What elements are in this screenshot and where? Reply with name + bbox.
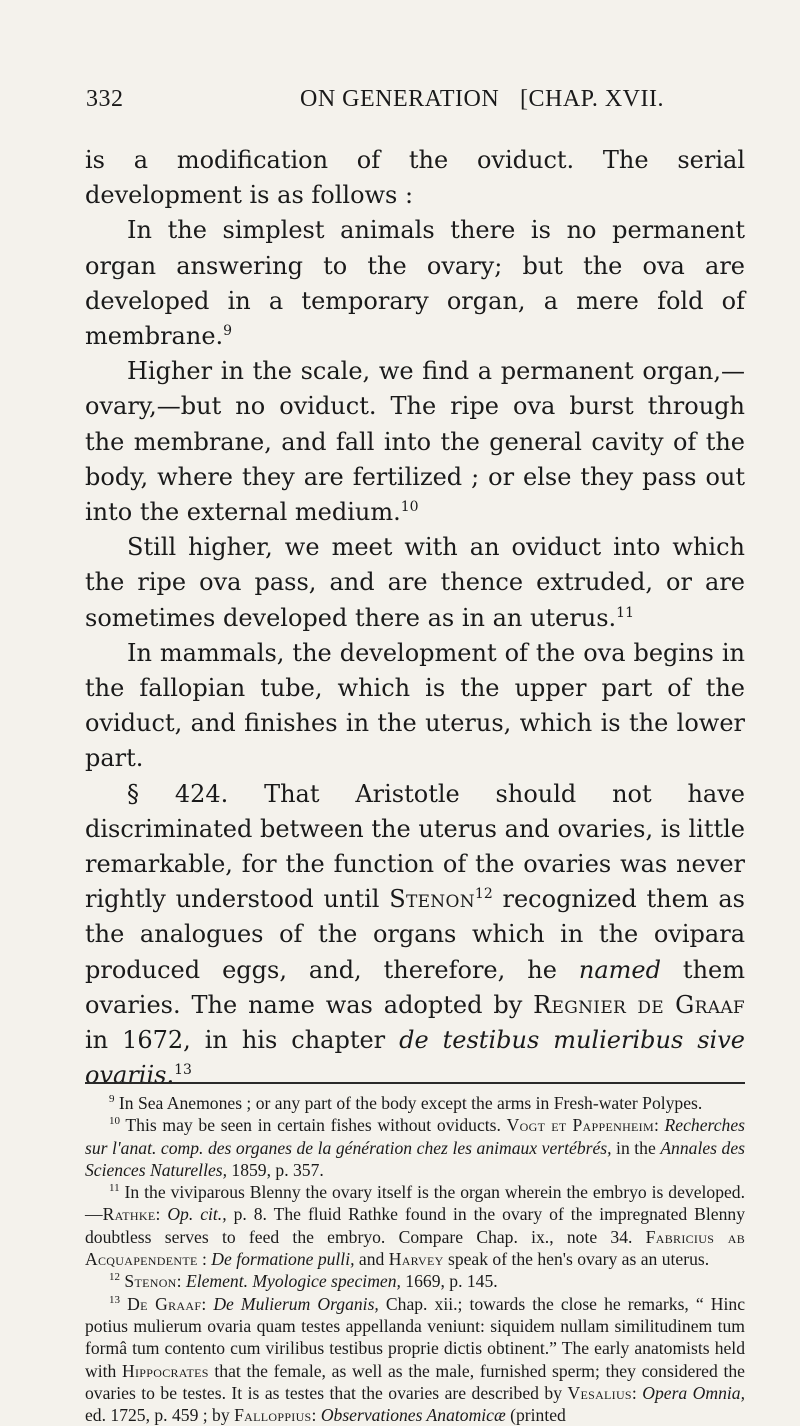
paragraph — [85, 354, 745, 530]
footnote-number: 13 — [109, 1293, 120, 1306]
footnote-text: Chap. xii.; towards the close he remarks, “ Hinc potius mulierum ovaria quam testes appellanda veniunt: siquidem nullam similitudinem tum formâ tum contento cum virilibus testibus proprie dictis obtinent.” The early anatomists held with — [85, 1293, 745, 1381]
paragraph-text: In the simplest animals there is no permanent organ answering to the ovary; but the ova are developed in a temporary organ, a mere fold of membrane. — [85, 216, 745, 351]
chapter-label: [CHAP. XVII. — [520, 86, 664, 112]
work-title: De formatione pulli, — [211, 1249, 355, 1270]
footnote-text: In the viviparous Blenny the ovary itself is the organ wherein the embryo is developed.— — [85, 1182, 745, 1225]
author-name: Fabricius ab Acquapendente — [85, 1226, 745, 1270]
main-text — [85, 143, 745, 1093]
paragraph — [85, 530, 745, 636]
author-name: Harvey — [388, 1249, 444, 1270]
author-name: Stenon — [124, 1271, 177, 1292]
footnote-text: and — [354, 1249, 389, 1270]
author-name: Stenon — [389, 885, 475, 914]
author-name: Rathke — [102, 1204, 156, 1225]
footnote-text: : — [155, 1204, 168, 1225]
paragraph — [85, 636, 745, 777]
work-title: Observationes Anatomicæ — [320, 1405, 506, 1426]
footnote-text: : — [653, 1115, 665, 1136]
work-title: Opera Omnia, — [642, 1382, 745, 1403]
footnote-text: in the — [611, 1137, 661, 1158]
paragraph-text: Higher in the scale, we find a permanent organ,—ovary,—but no oviduct. The ripe ova burst through the membrane, and fall into the general cavity of the body, where they are fertilized ; or else they pass out into the external medium. — [85, 357, 745, 527]
footnote-ref[interactable]: 10 — [400, 499, 419, 516]
footnote-text: : — [197, 1249, 212, 1270]
footnote-text: : — [176, 1271, 186, 1292]
footnote — [85, 1114, 745, 1181]
running-header — [86, 86, 740, 126]
footnotes — [85, 1092, 745, 1426]
page-number: 332 — [86, 86, 124, 112]
footnote-number: 9 — [109, 1093, 115, 1106]
author-name: Hippocrates — [121, 1360, 209, 1381]
footnote — [85, 1181, 745, 1270]
work-title: De Mulierum Organis, — [213, 1293, 379, 1314]
footnote — [85, 1092, 745, 1114]
work-title: Annales des Sciences Naturelles, — [85, 1137, 745, 1180]
footnote-text: that the female, as well as the male, furnished sperm; they considered the ovaries to be testes. It is as testes that the ovaries are described by — [85, 1360, 745, 1403]
footnote-text: 1859, p. 357. — [227, 1159, 324, 1180]
emphasis: named — [578, 955, 661, 984]
work-title: de testibus mulieribus sive ovariis. — [85, 1026, 745, 1090]
running-title: ON GENERATION — [300, 86, 500, 112]
paragraph-text: In mammals, the development of the ova begins in the fallopian tube, which is the upper part of the oviduct, and finishes in the uterus, which is the lower part. — [85, 638, 745, 773]
footnote-text: In Sea Anemones ; or any part of the body except the arms in Fresh-water Polypes. — [118, 1093, 703, 1113]
footnote-number: 10 — [109, 1115, 120, 1128]
footnote — [85, 1293, 745, 1426]
author-name: De Graaf — [127, 1293, 202, 1314]
author-name: Vesalius — [567, 1382, 632, 1403]
footnote — [85, 1270, 745, 1292]
footnote-text: : — [631, 1382, 643, 1403]
footnote-text: speak of the hen's ovary as an uterus. — [443, 1249, 710, 1270]
footnote-number: 11 — [109, 1182, 120, 1195]
paragraph-text: recognized them as the analogues of the organs which in the ovipara produced eggs, and, therefore, he — [85, 885, 745, 984]
footnote-ref[interactable]: 11 — [616, 604, 634, 621]
footnote-text: This may be seen in certain fishes without oviducts. — [125, 1115, 507, 1136]
work-title: Recherches sur l'anat. comp. des organes de la génération chez les animaux vertébrés, — [85, 1115, 745, 1158]
work-title: Op. cit., — [167, 1204, 227, 1225]
paragraph — [85, 213, 745, 354]
footnote-text: p. 8. The fluid Rathke found in the ovary of the impregnated Blenny doubtless serves to feed the embryo. Compare Chap. ix., note 34. — [85, 1204, 745, 1247]
author-name: Regnier de Graaf — [533, 990, 745, 1019]
footnote-text: : — [201, 1293, 214, 1314]
paragraph-text: them ovaries. The name was adopted by — [85, 955, 745, 1019]
paragraph-text: in 1672, in his chapter — [85, 1026, 400, 1055]
footnote-text: (printed — [505, 1405, 566, 1426]
footnote-number: 12 — [109, 1271, 120, 1284]
paragraph-text: § 424. That Aristotle should not have discriminated between the uterus and ovaries, is little remarkable, for the function of the ovaries was never rightly understood until — [85, 779, 745, 914]
footnote-ref[interactable]: 12 — [474, 886, 493, 903]
footnote-ref[interactable]: 9 — [223, 323, 233, 340]
work-title: Element. Myologice specimen, — [185, 1271, 401, 1292]
author-name: Falloppius — [234, 1405, 312, 1426]
author-name: Vogt et Pappenheim — [506, 1115, 654, 1136]
footnote-divider — [85, 1082, 745, 1084]
paragraph-text: Still higher, we meet with an oviduct into which the ripe ova pass, and are thence extruded, or are sometimes developed there as in an uterus. — [85, 533, 745, 632]
paragraph — [85, 143, 745, 213]
footnote-text: 1669, p. 145. — [400, 1271, 498, 1292]
footnote-ref[interactable]: 13 — [174, 1062, 192, 1079]
footnote-text: ed. 1725, p. 459 ; by — [85, 1405, 235, 1426]
paragraph — [85, 777, 745, 1094]
footnote-text: : — [311, 1405, 321, 1426]
paragraph-text: is a modification of the oviduct. The serial development is as follows : — [85, 146, 745, 210]
